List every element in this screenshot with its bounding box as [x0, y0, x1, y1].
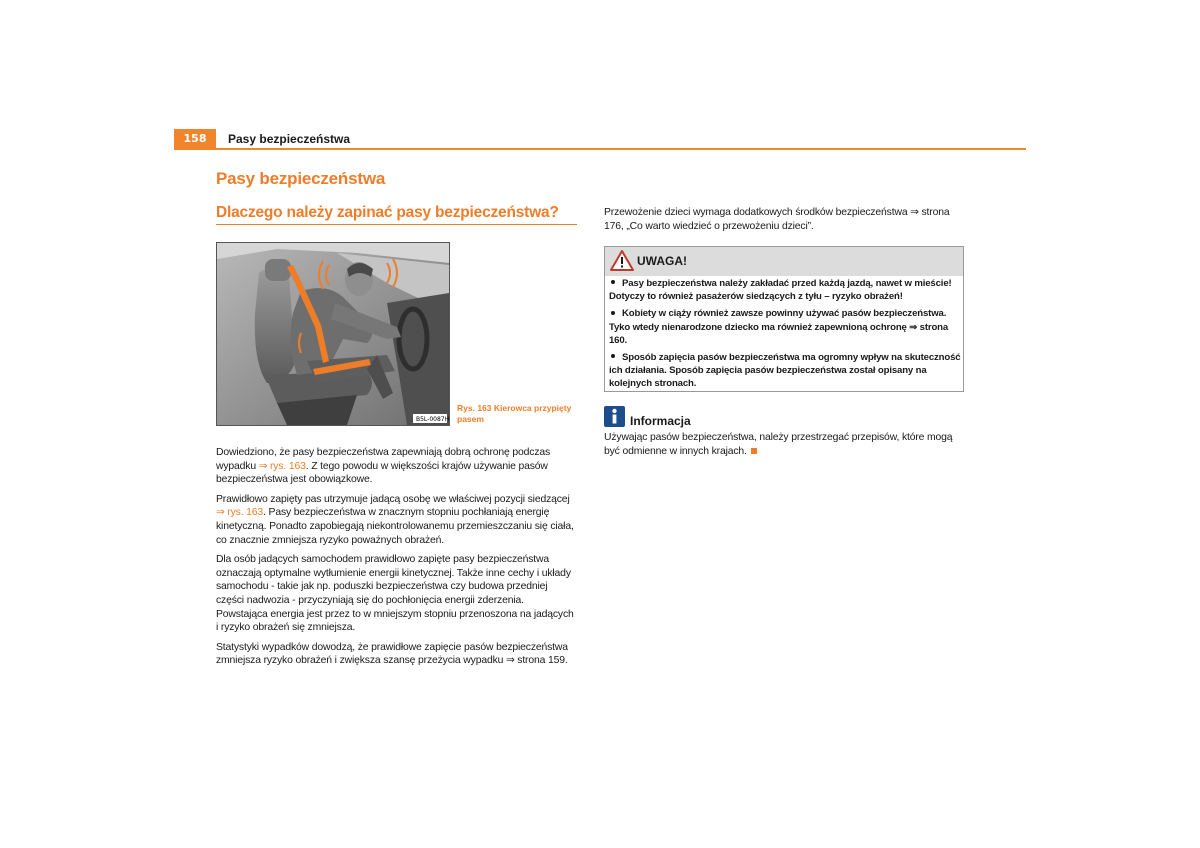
warning-item: [609, 277, 961, 303]
info-text-block: [604, 431, 966, 458]
figure-caption: Rys. 163 Kierowca przypięty pasem: [457, 403, 572, 424]
warning-triangle-icon: [610, 250, 634, 271]
warning-item-text: Pasy bezpieczeństwa należy zakładać przed każdą jazdą, nawet w mieście! Dotyczy to również pasażerów siedzących z tyłu – ryzyko obrażeń!: [609, 278, 952, 303]
child-transport-intro: Przewożenie dzieci wymaga dodatkowych środków bezpieczeństwa ⇒ strona 176, „Co warto wiedzieć o przewożeniu dzieci”.: [604, 207, 950, 232]
warning-box: [604, 246, 964, 392]
paragraph-2: [216, 493, 578, 547]
bullet-icon: [611, 354, 615, 358]
section-title: Pasy bezpieczeństwa: [216, 169, 386, 188]
bullet-icon: [611, 280, 615, 284]
driver-illustration: [217, 243, 449, 425]
paragraph-2-text-a: Prawidłowo zapięty pas utrzymuje jadącą osobę we właściwej pozycji siedzącej: [216, 493, 570, 505]
info-icon: [604, 406, 625, 427]
end-of-section-icon: [751, 448, 757, 454]
subsection-rule: [216, 224, 577, 225]
figure-code: B5L-0087H: [416, 416, 449, 423]
running-title: Pasy bezpieczeństwa: [228, 132, 351, 146]
figure-driver-belted: [216, 242, 450, 426]
page-number: 158: [174, 129, 216, 148]
paragraph-3: Dla osób jadących samochodem prawidłowo zapięte pasy bezpieczeństwa oznaczają optymalne wytłumienie energii kinetycznej. Także inne cechy i układy samochodu - takie jak np. poduszki bezpieczeństwa czy budowa przedniej części nadwozia - przyczyniają się do pochłonięcia energii zderzenia. Powstająca energia jest przez to w mniejszym stopniu przenoszona na jadących i ryzyko obrażeń się zmniejsza.: [216, 554, 574, 634]
info-title: Informacja: [630, 414, 691, 428]
warning-list: [609, 277, 961, 395]
figure-link[interactable]: ⇒ rys. 163: [216, 507, 264, 519]
paragraph-1: [216, 446, 578, 487]
bullet-icon: [611, 311, 615, 315]
header-rule: [174, 148, 1026, 150]
warning-title: UWAGA!: [637, 254, 687, 268]
figure-link[interactable]: ⇒ rys. 163: [258, 460, 306, 472]
paragraph-1-text-b: . Z tego powodu w większości krajów używanie pasów bezpieczeństwa jest obowiązkowe.: [216, 460, 548, 486]
paragraph-1-text-a: Dowiedziono, że pasy bezpieczeństwa zapewniają dobrą ochronę podczas wypadku: [216, 447, 551, 472]
warning-item: [609, 307, 961, 347]
warning-header: [605, 247, 963, 276]
paragraph-2-text-b: . Pasy bezpieczeństwa w znacznym stopniu pochłaniają energię kinetyczną. Ponadto zapobiegają niekontrolowanemu przemieszczaniu się ciała, co znacznie zmniejsza ryzyko poważnych obrażeń.: [216, 507, 574, 546]
left-column: [216, 446, 578, 674]
warning-item-text: Kobiety w ciąży również zawsze powinny używać pasów bezpieczeństwa. Tyko wtedy nienarodzone dziecko ma również zapewnioną ochronę ⇒ strona 160.: [609, 308, 949, 346]
info-text: Używając pasów bezpieczeństwa, należy przestrzegać przepisów, które mogą być odmienne w innych krajach.: [604, 432, 953, 457]
paragraph-4: Statystyki wypadków dowodzą, że prawidłowe zapięcie pasów bezpieczeństwa zmniejsza ryzyko obrażeń i zwiększa szansę przeżycia wypadku ⇒ strona 159.: [216, 641, 568, 667]
subsection-title: Dlaczego należy zapinać pasy bezpieczeństwa?: [216, 204, 559, 221]
warning-item-text: Sposób zapięcia pasów bezpieczeństwa ma ogromny wpływ na skuteczność ich działania. Sposób zapięcia pasów bezpieczeństwa został opisany na kolejnych stronach.: [609, 352, 961, 390]
warning-item: [609, 351, 961, 391]
